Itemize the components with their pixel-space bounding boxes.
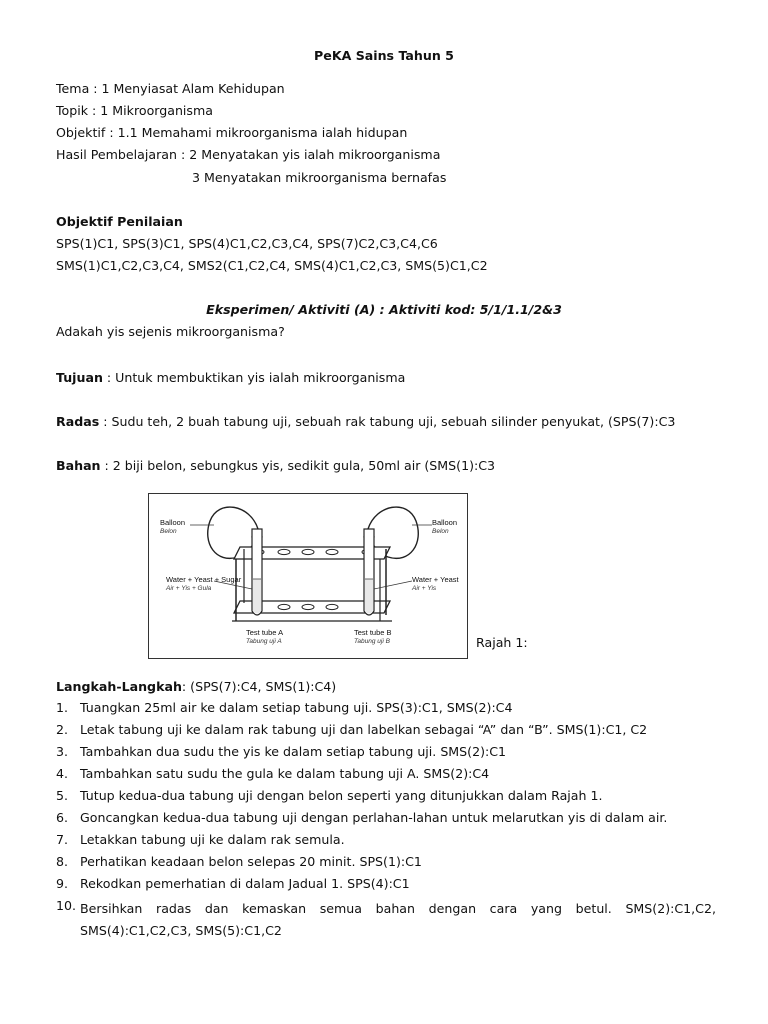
step-item <box>56 854 716 876</box>
objektif-penilaian-line-1: SPS(1)C1, SPS(3)C1, SPS(4)C1,C2,C3,C4, SPS(7)C2,C3,C4,C6 <box>56 236 438 251</box>
step-number: 8. <box>56 854 69 869</box>
mix-left-ms-label: Air + Yis + Gula <box>166 585 212 592</box>
radas-line <box>56 414 675 430</box>
tujuan-text: : Untuk membuktikan yis ialah mikroorganisma <box>102 370 406 385</box>
tujuan-label: Tujuan <box>56 370 103 385</box>
step-number: 3. <box>56 744 69 759</box>
step-text: Tuangkan 25ml air ke dalam setiap tabung uji. SPS(3):C1, SMS(2):C4 <box>80 700 513 715</box>
figure-caption: Rajah 1: <box>476 635 528 650</box>
bahan-text: : 2 biji belon, sebungkus yis, sedikit gula, 50ml air (SMS(1):C3 <box>100 458 496 473</box>
step-number: 5. <box>56 788 69 803</box>
topik-line: Topik : 1 Mikroorganisma <box>56 103 213 118</box>
radas-label: Radas <box>56 414 100 429</box>
tube-a-ms-label: Tabung uji A <box>246 638 282 645</box>
step-item <box>56 832 716 854</box>
bahan-label: Bahan <box>56 458 101 473</box>
step-item <box>56 766 716 788</box>
mix-left-label: Water + Yeast + Sugar <box>166 575 242 584</box>
langkah-line <box>56 679 336 695</box>
objektif-line: Objektif : 1.1 Memahami mikroorganisma ialah hidupan <box>56 125 408 140</box>
step-item <box>56 744 716 766</box>
objektif-penilaian-line-2: SMS(1)C1,C2,C3,C4, SMS2(C1,C2,C4, SMS(4)C1,C2,C3, SMS(5)C1,C2 <box>56 258 488 273</box>
eksperimen-heading: Eksperimen/ Aktiviti (A) : Aktiviti kod: 5/1/1.1/2&3 <box>206 302 562 317</box>
step-item <box>56 700 716 722</box>
step-item <box>56 876 716 898</box>
objektif-penilaian-heading: Objektif Penilaian <box>56 214 183 229</box>
step-item <box>56 722 716 744</box>
test-tube-rack-diagram <box>154 499 460 651</box>
steps-list <box>56 700 716 942</box>
step-number: 9. <box>56 876 69 891</box>
step-text: Tutup kedua-dua tabung uji dengan belon seperti yang ditunjukkan dalam Rajah 1. <box>80 788 603 803</box>
tube-b-label: Test tube B <box>354 628 392 637</box>
bahan-line <box>56 458 495 474</box>
mix-right-ms-label: Air + Yis <box>412 585 437 592</box>
step-text: Letak tabung uji ke dalam rak tabung uji dan labelkan sebagai “A” dan “B”. SMS(1):C1, C2 <box>80 722 648 737</box>
page-title: PeKA Sains Tahun 5 <box>314 48 454 63</box>
step-text: Tambahkan satu sudu the gula ke dalam tabung uji A. SMS(2):C4 <box>80 766 490 781</box>
step-text: Tambahkan dua sudu the yis ke dalam setiap tabung uji. SMS(2):C1 <box>80 744 507 759</box>
mix-right-label: Water + Yeast <box>412 575 459 584</box>
radas-text: : Sudu teh, 2 buah tabung uji, sebuah rak tabung uji, sebuah silinder penyukat, (SPS(7):C3 <box>99 414 676 429</box>
hasil-pembelajaran-line-2: 3 Menyatakan mikroorganisma bernafas <box>192 170 447 185</box>
step-text: Rekodkan pemerhatian di dalam Jadual 1. SPS(4):C1 <box>80 876 410 891</box>
step-text: Letakkan tabung uji ke dalam rak semula. <box>80 832 345 847</box>
tujuan-line <box>56 370 405 386</box>
tube-b-ms-label: Tabung uji B <box>354 638 390 645</box>
step-number: 1. <box>56 700 69 715</box>
step-number: 10. <box>56 898 77 913</box>
belon-left-label: Belon <box>160 528 177 535</box>
step-item <box>56 810 716 832</box>
step-text: Bersihkan radas dan kemaskan semua bahan dengan cara yang betul. SMS(2):C1,C2, SMS(4):C1,C2,C3, SMS(5):C1,C2 <box>80 901 716 938</box>
langkah-text: : (SPS(7):C4, SMS(1):C4) <box>181 679 337 694</box>
belon-right-label: Belon <box>432 528 449 535</box>
hasil-pembelajaran-line-1: Hasil Pembelajaran : 2 Menyatakan yis ialah mikroorganisma <box>56 147 441 162</box>
langkah-label: Langkah-Langkah <box>56 679 182 694</box>
tema-line: Tema : 1 Menyiasat Alam Kehidupan <box>56 81 285 96</box>
eksperimen-question: Adakah yis sejenis mikroorganisma? <box>56 324 285 339</box>
tube-a-label: Test tube A <box>246 628 284 637</box>
step-text: Perhatikan keadaan belon selepas 20 minit. SPS(1):C1 <box>80 854 422 869</box>
step-text: Goncangkan kedua-dua tabung uji dengan perlahan-lahan untuk melarutkan yis di dalam air. <box>80 810 668 825</box>
balloon-right-label: Balloon <box>432 518 458 527</box>
experiment-figure <box>148 493 468 659</box>
step-number: 2. <box>56 722 69 737</box>
step-number: 7. <box>56 832 69 847</box>
step-item <box>56 898 716 942</box>
step-number: 4. <box>56 766 69 781</box>
balloon-left-label: Balloon <box>160 518 186 527</box>
step-item <box>56 788 716 810</box>
step-number: 6. <box>56 810 69 825</box>
